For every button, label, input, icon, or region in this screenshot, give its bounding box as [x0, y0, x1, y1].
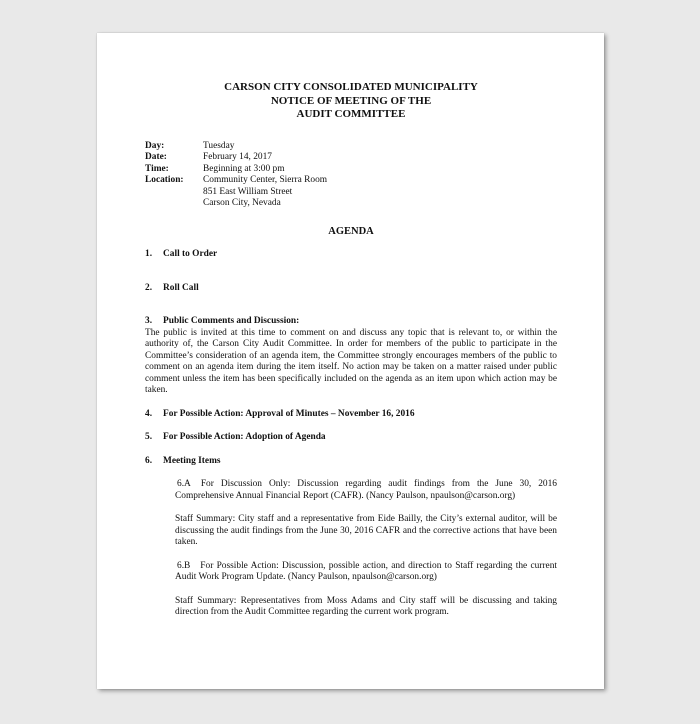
- location-line-2: 851 East William Street: [203, 186, 293, 197]
- agenda-item-number: 3.: [145, 316, 153, 326]
- agenda-item-5: [145, 432, 557, 444]
- subitem-6b: [175, 561, 557, 584]
- time-value: Beginning at 3:00 pm: [203, 163, 285, 174]
- time-label: Time:: [145, 163, 169, 174]
- subitem-text: For Discussion Only: Discussion regarding audit findings from the June 30, 2016 Comprehensive Annual Financial Report (CAFR). (Nancy Paulson, npaulson@carson.org): [175, 479, 557, 501]
- agenda-item-1: [145, 249, 557, 261]
- date-value: February 14, 2017: [203, 152, 272, 162]
- agenda-item-title: Roll Call: [163, 282, 199, 293]
- agenda-item-title: Meeting Items: [163, 455, 221, 466]
- location-value: [203, 175, 557, 210]
- agenda-item-2: [145, 283, 557, 295]
- agenda-item-3-heading: [145, 316, 557, 328]
- agenda-item-number: 1.: [145, 249, 153, 259]
- agenda-item-3: [145, 316, 557, 397]
- agenda-item-4: [145, 409, 557, 421]
- agenda-item-number: 2.: [145, 282, 153, 293]
- subitem-6a-summary: Staff Summary: City staff and a representative from Eide Bailly, the City’s external auditor, will be discussing the audit findings from the June 30, 2016 CAFR and the corrective actions that have been taken.: [175, 514, 557, 547]
- agenda-item-title: Public Comments and Discussion:: [163, 316, 300, 326]
- document-title: [145, 81, 557, 122]
- agenda-item-6: [145, 456, 557, 468]
- agenda-heading: AGENDA: [328, 225, 374, 237]
- agenda-item-number: 4.: [145, 408, 153, 419]
- agenda-item-title: For Possible Action: Adoption of Agenda: [163, 432, 326, 442]
- document-page: [97, 33, 604, 689]
- title-line-1: CARSON CITY CONSOLIDATED MUNICIPALITY: [224, 81, 478, 93]
- subitem-code: 6.A: [177, 479, 191, 489]
- meeting-details: [145, 141, 557, 210]
- agenda-item-title: For Possible Action: Approval of Minutes – November 16, 2016: [163, 408, 415, 419]
- agenda-item-number: 6.: [145, 455, 153, 466]
- subitem-6b-summary: Staff Summary: Representatives from Moss Adams and City staff will be discussing and taking direction from the Audit Committee regarding the current work program.: [175, 595, 557, 617]
- day-label: Day:: [145, 140, 165, 151]
- agenda-item-number: 5.: [145, 432, 153, 442]
- location-line-1: Community Center, Sierra Room: [203, 175, 328, 185]
- title-line-2: NOTICE OF MEETING OF THE: [270, 94, 432, 107]
- subitem-6a: [175, 479, 557, 502]
- location-line-3: Carson City, Nevada: [203, 198, 281, 208]
- subitem-text: For Possible Action: Discussion, possible action, and direction to Staff regarding the current Audit Work Program Update. (Nancy Paulson, npaulson@carson.org): [175, 560, 557, 582]
- day-value: Tuesday: [203, 140, 235, 151]
- agenda-item-title: Call to Order: [163, 249, 218, 259]
- subitem-code: 6.B: [177, 560, 191, 571]
- document-content: [145, 81, 557, 619]
- location-label: Location:: [145, 175, 184, 185]
- title-line-3: AUDIT COMMITTEE: [296, 108, 406, 120]
- date-label: Date:: [145, 152, 167, 162]
- public-comments-body: The public is invited at this time to comment on and discuss any topic that is relevant to, or within the authority of, the Carson City Audit Committee. In order for members of the public to participate in the Committee’s consideration of an agenda item, the Committee strongly encourages members of the public to comment on an agenda item during the item itself. No action may be taken on a matter raised under public comment unless the item has been specifically included on the agenda as an item upon which action may be taken.: [145, 327, 557, 395]
